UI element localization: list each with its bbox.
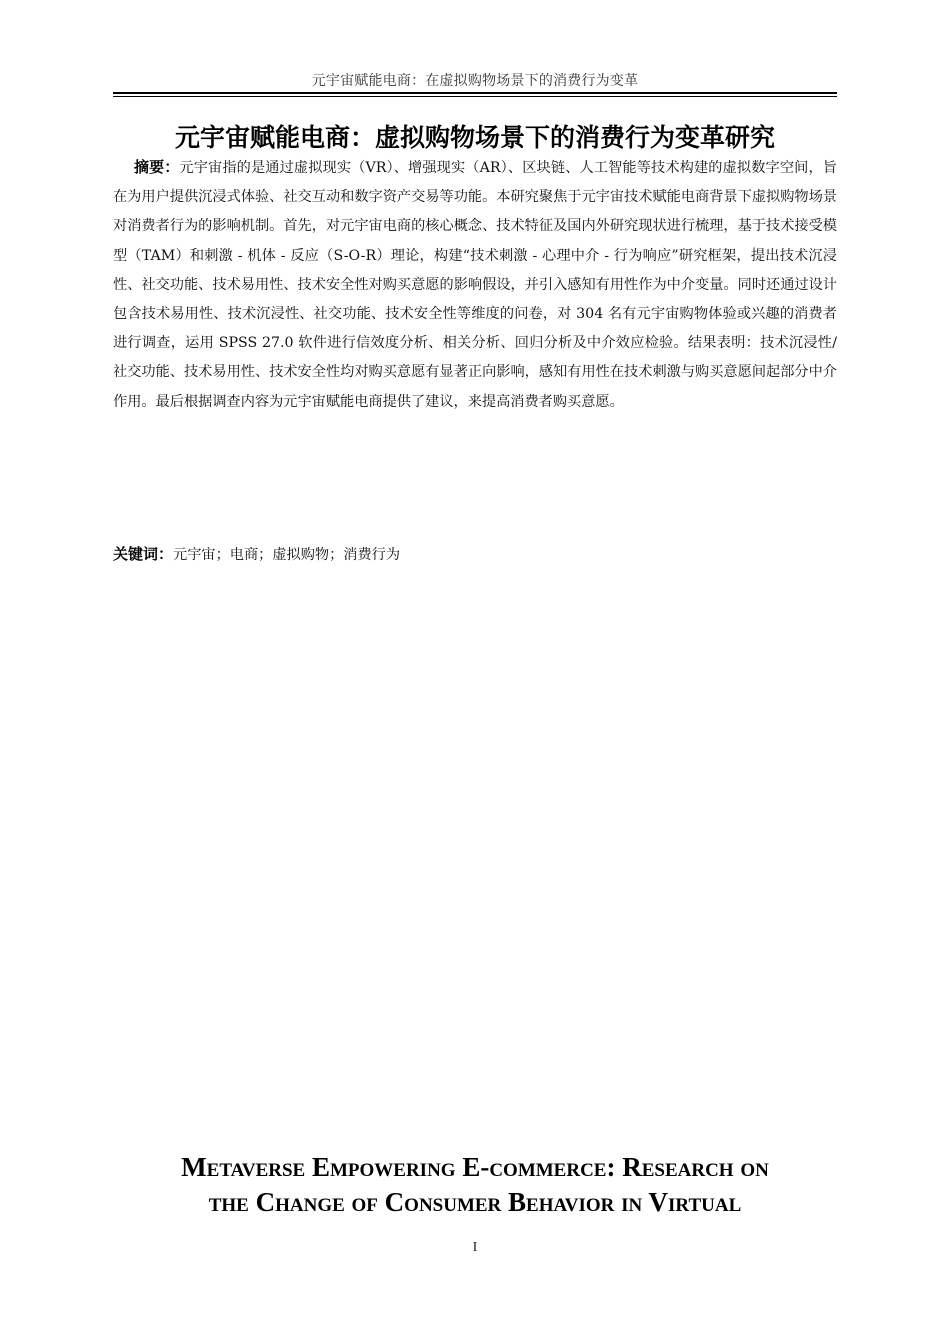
abstract-text: 元宇宙指的是通过虚拟现实（VR）、增强现实（AR）、区块链、人工智能等技术构建的虚拟数字空间，旨在为用户提供沉浸式体验、社交互动和数字资产交易等功能。本研究聚焦于元宇宙技术赋能电商背景下虚拟购物场景对消费者行为的影响机制。首先，对元宇宙电商的核心概念、技术特征及国内外研究现状进行梳理，基于技术接受模型（TAM）和刺激 - 机体 - 反应（S-O-R）理论，构建“技术刺激 - 心理中介 - 行为响应”研究框架，提出技术沉浸性、社交功能、技术易用性、技术安全性对购买意愿的影响假设，并引入感知有用性作为中介变量。同时还通过设计包含技术易用性、技术沉浸性、社交功能、技术安全性等维度的问卷，对 304 名有元宇宙购物体验或兴趣的消费者进行调查，运用 SPSS 27.0 软件进行信效度分析、相关分析、回归分析及中介效应检验。结果表明：技术沉浸性/社交功能、技术易用性、技术安全性均对购买意愿有显著正向影响，感知有用性在技术刺激与购买意愿间起部分中介作用。最后根据调查内容为元宇宙赋能电商提供了建议，来提高消费者购买意愿。 [113, 160, 837, 410]
english-title [113, 1150, 837, 1220]
keywords-label: 关键词： [113, 545, 174, 563]
abstract-paragraph [113, 153, 837, 417]
english-title-line-2: the Change of Consumer Behavior in Virtual [208, 1187, 742, 1217]
header-rule-thick [113, 92, 837, 94]
abstract-label: 摘要： [134, 158, 180, 176]
chinese-title: 元宇宙赋能电商：虚拟购物场景下的消费行为变革研究 [174, 123, 775, 152]
running-header: 元宇宙赋能电商：在虚拟购物场景下的消费行为变革 [311, 73, 639, 89]
keywords-line [113, 540, 837, 570]
keywords-text: 元宇宙；电商；虚拟购物；消费行为 [173, 547, 401, 563]
header-rule-thin [113, 96, 837, 97]
page-number: I [472, 1240, 478, 1255]
english-title-line-1: Metaverse Empowering E-commerce: Research on [181, 1152, 769, 1182]
